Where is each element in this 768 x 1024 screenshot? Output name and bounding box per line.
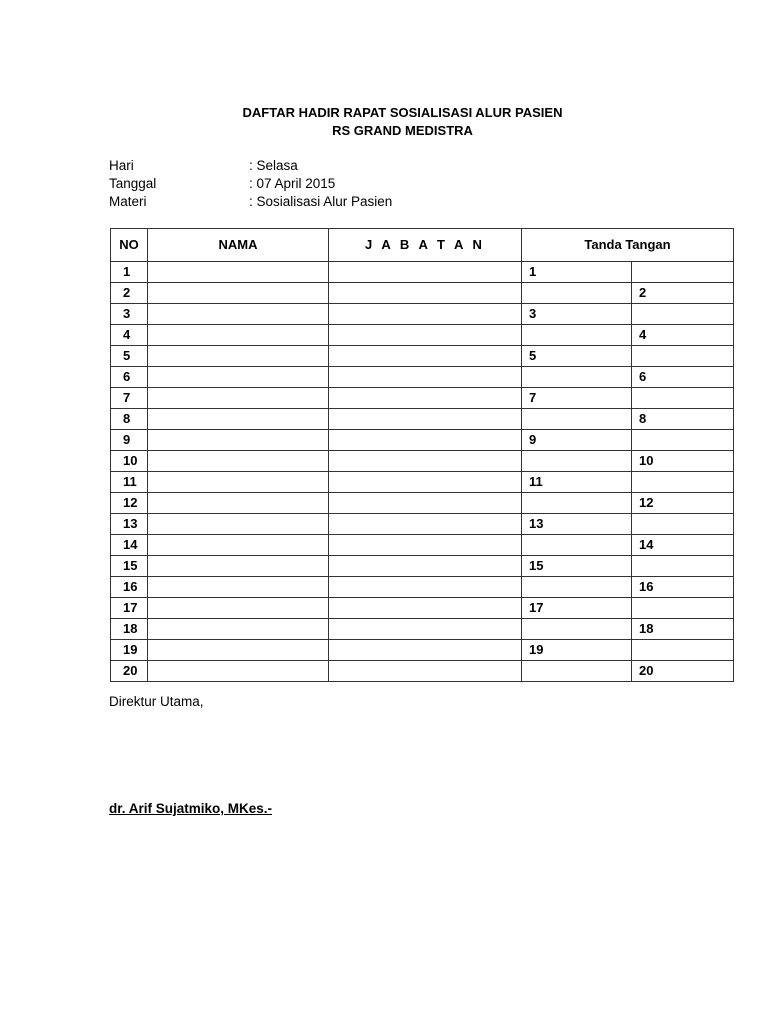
row-nama	[148, 262, 329, 283]
table-row	[111, 325, 734, 346]
row-signature-left: 7	[522, 388, 632, 409]
row-signature-right: 18	[632, 619, 734, 640]
row-signature-right: 20	[632, 661, 734, 682]
row-signature-right	[632, 346, 734, 367]
row-nama	[148, 451, 329, 472]
row-jabatan	[329, 388, 522, 409]
row-jabatan	[329, 535, 522, 556]
row-no: 16	[111, 577, 148, 598]
table-row	[111, 451, 734, 472]
row-jabatan	[329, 661, 522, 682]
row-jabatan	[329, 367, 522, 388]
row-nama	[148, 346, 329, 367]
row-nama	[148, 598, 329, 619]
row-signature-right	[632, 262, 734, 283]
row-no: 4	[111, 325, 148, 346]
row-signature-right	[632, 430, 734, 451]
table-row	[111, 619, 734, 640]
signer-name: dr. Arif Sujatmiko, MKes.-	[109, 801, 273, 816]
table-row	[111, 472, 734, 493]
row-nama	[148, 367, 329, 388]
table-row	[111, 493, 734, 514]
row-no: 15	[111, 556, 148, 577]
row-signature-right: 8	[632, 409, 734, 430]
table-row	[111, 409, 734, 430]
row-signature-left: 19	[522, 640, 632, 661]
row-jabatan	[329, 514, 522, 535]
row-no: 9	[111, 430, 148, 451]
row-signature-right: 10	[632, 451, 734, 472]
meta-label-tanggal: Tanggal	[109, 176, 157, 191]
row-no: 18	[111, 619, 148, 640]
document-subtitle: RS GRAND MEDISTRA	[332, 123, 473, 138]
table-row	[111, 283, 734, 304]
row-nama	[148, 577, 329, 598]
table-row	[111, 556, 734, 577]
meta-value-hari: : Selasa	[249, 158, 298, 173]
row-jabatan	[329, 472, 522, 493]
table-row	[111, 304, 734, 325]
row-signature-left: 15	[522, 556, 632, 577]
row-signature-right: 14	[632, 535, 734, 556]
row-signature-left: 17	[522, 598, 632, 619]
row-signature-left	[522, 661, 632, 682]
meta-label-materi: Materi	[109, 194, 147, 209]
row-no: 14	[111, 535, 148, 556]
row-jabatan	[329, 262, 522, 283]
row-signature-left: 1	[522, 262, 632, 283]
row-signature-left	[522, 283, 632, 304]
table-header-row	[111, 229, 734, 262]
row-no: 13	[111, 514, 148, 535]
row-jabatan	[329, 556, 522, 577]
table-row	[111, 388, 734, 409]
row-no: 6	[111, 367, 148, 388]
row-nama	[148, 472, 329, 493]
row-signature-left	[522, 535, 632, 556]
meta-label-hari: Hari	[109, 158, 134, 173]
table-body	[111, 262, 734, 682]
row-nama	[148, 661, 329, 682]
table-row	[111, 367, 734, 388]
row-signature-right: 4	[632, 325, 734, 346]
table-row	[111, 577, 734, 598]
row-signature-right	[632, 472, 734, 493]
row-signature-left	[522, 619, 632, 640]
table-row	[111, 430, 734, 451]
header-no: NO	[111, 229, 148, 262]
header-tanda-tangan: Tanda Tangan	[522, 229, 734, 262]
row-jabatan	[329, 493, 522, 514]
row-jabatan	[329, 577, 522, 598]
attendance-table	[110, 228, 734, 682]
row-nama	[148, 388, 329, 409]
row-jabatan	[329, 409, 522, 430]
table-row	[111, 661, 734, 682]
row-nama	[148, 640, 329, 661]
row-no: 2	[111, 283, 148, 304]
row-signature-left	[522, 409, 632, 430]
row-no: 17	[111, 598, 148, 619]
header-nama: NAMA	[148, 229, 329, 262]
row-signature-right	[632, 514, 734, 535]
row-signature-right	[632, 640, 734, 661]
meta-value-tanggal: : 07 April 2015	[249, 176, 336, 191]
row-nama	[148, 304, 329, 325]
document-title: DAFTAR HADIR RAPAT SOSIALISASI ALUR PASIEN	[242, 105, 563, 120]
row-signature-left: 11	[522, 472, 632, 493]
row-signature-left	[522, 577, 632, 598]
row-nama	[148, 619, 329, 640]
row-no: 10	[111, 451, 148, 472]
row-signature-right	[632, 598, 734, 619]
row-jabatan	[329, 640, 522, 661]
row-jabatan	[329, 451, 522, 472]
row-signature-right	[632, 556, 734, 577]
row-no: 5	[111, 346, 148, 367]
table-row	[111, 598, 734, 619]
row-jabatan	[329, 283, 522, 304]
row-jabatan	[329, 325, 522, 346]
row-jabatan	[329, 619, 522, 640]
row-signature-right	[632, 388, 734, 409]
table-row	[111, 346, 734, 367]
row-no: 1	[111, 262, 148, 283]
row-nama	[148, 283, 329, 304]
row-signature-right: 12	[632, 493, 734, 514]
table-row	[111, 514, 734, 535]
row-nama	[148, 325, 329, 346]
row-signature-left: 5	[522, 346, 632, 367]
row-nama	[148, 514, 329, 535]
row-no: 20	[111, 661, 148, 682]
row-jabatan	[329, 598, 522, 619]
table-row	[111, 535, 734, 556]
row-nama	[148, 535, 329, 556]
row-signature-left: 13	[522, 514, 632, 535]
table-row	[111, 640, 734, 661]
header-jabatan: J A B A T A N	[329, 229, 522, 262]
table-row	[111, 262, 734, 283]
row-nama	[148, 430, 329, 451]
row-nama	[148, 409, 329, 430]
row-jabatan	[329, 304, 522, 325]
row-signature-left: 9	[522, 430, 632, 451]
row-signature-right: 2	[632, 283, 734, 304]
row-nama	[148, 556, 329, 577]
row-signature-left	[522, 325, 632, 346]
row-no: 12	[111, 493, 148, 514]
row-no: 3	[111, 304, 148, 325]
row-no: 7	[111, 388, 148, 409]
row-signature-right: 6	[632, 367, 734, 388]
row-jabatan	[329, 346, 522, 367]
row-jabatan	[329, 430, 522, 451]
row-signature-left	[522, 493, 632, 514]
row-no: 19	[111, 640, 148, 661]
row-signature-left	[522, 451, 632, 472]
row-signature-right: 16	[632, 577, 734, 598]
row-no: 8	[111, 409, 148, 430]
row-no: 11	[111, 472, 148, 493]
meta-value-materi: : Sosialisasi Alur Pasien	[249, 194, 393, 209]
row-signature-right	[632, 304, 734, 325]
closing-text: Direktur Utama,	[109, 694, 204, 709]
row-nama	[148, 493, 329, 514]
row-signature-left: 3	[522, 304, 632, 325]
row-signature-left	[522, 367, 632, 388]
